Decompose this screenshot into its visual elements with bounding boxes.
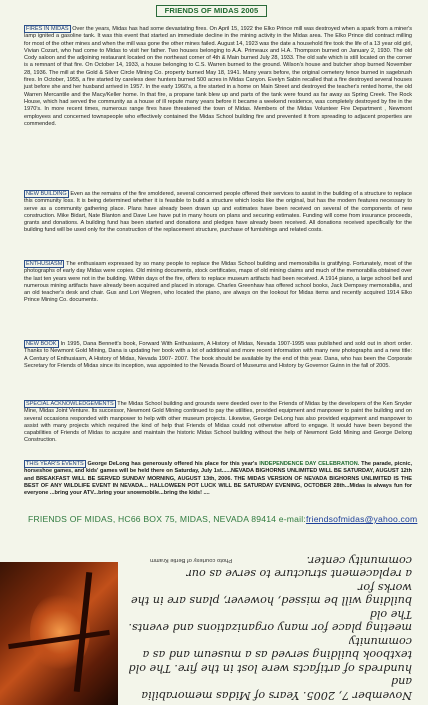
caption-line: meeting place for many organizations and events. The old [128, 608, 412, 635]
newsletter-title: FRIENDS OF MIDAS 2005 [156, 5, 267, 17]
caption-line: textbook building served as a museum and as a community [142, 635, 412, 662]
caption-line: hundreds of artifacts were lost in the fire. The old [128, 662, 412, 675]
caption-line: building will be missed, however, plans are in the works for [130, 581, 412, 608]
caption-line: a replacement structure to serve as our community center. [186, 554, 412, 581]
section-text-enthusiasm: The enthusiasm expressed by so many people to replace the Midas School building and memorabilia is gratifying. Fortunately, most of the photographs of early day Midas were copies. Old mining documents, stock certificates, maps of old mining claims and much of the memorabilia obtained over the last ten years were not in the building. Within days of the fire, offers to replace museum artifacts had been received. A 1914 piano, a large school bell and numerous mining artifacts have already been acquired and placed in storage. Charles Greenhaw has offered school books, Jack Dempsey memorabilia, and an old teacher's desk and chair. Gus and Lori Wegren, who located the piano, are always on the lookout for Midas items and recently acquired 1914 Elko Prince Mining Co. documents. [24, 261, 412, 304]
section-events [24, 460, 412, 497]
section-tag-fires: FIRES IN MIDAS [26, 26, 69, 32]
section-text-fires: Over the years, Midas has had some devastating fires. On April 15, 1922 the Elko Prince mill was destroyed when a spark from a miner's lamp ignited a gasoline tank. It was this event that started an immediate decline in the mining activity in the Midas area. The Elko Prince did contract milling for most of the other mines and when the mill was gone the other mines failed. August 14, 1923 was the date a household fire took the life of a 13 year old girl, Vivian Cozart, who had come to Midas to visit her father. Two houses belonging to A.A. Primeaux and H.A. Thompson burned on January 2, 1930. The old Cody saloon and the adjoining restaurant located on the northeast corner of 4th & Main burned July 28, 1933. The old safe which is still located on the corner is a remnant of that fire. On October 14, 1933, a house belonging to C.S. Warren burned to the ground. Wilson's house and butcher shop burned November 28, 1936. The mill at the Gold & Silver Circle Mining Co. property burned May 18, 1941. Many years before, the original cemetery fence burned in sagebrush fires. In October, 1955, a fire started by careless deer hunters burned 500 acres in Midas Canyon. Evelyn Sabin recalled that a fire destroyed several houses just before she and her husband arrived in 1957. In the early 1960's, a fire started in a home on Main Street and destroyed the teacher's rented home, the old Warren Mercantile and the Macy/Keller home. In that fire, a propane tank blew up and parts of the tank were found as far away as Spring Creek. The Rock House, which had served the community as a house of ill repute many years before it became a weekend residence, was completely destroyed by fire in the 1970's. In more recent times, numerous range fires have threatened the town of Midas. Members of the Midas Volunteer Fire Department , Newmont employees and concerned townspeople who effectively contained the Midas School building fire and prevented it from spreading to adjacent properties are commended. [24, 26, 412, 127]
section-text-events-2: INDEPENDENCE DAY CELEBRATION. [259, 461, 362, 467]
section-tag-ack: SPECIAL ACKNOWLEDGEMENTS [26, 401, 114, 407]
section-tag-building: NEW BUILDING [26, 191, 67, 197]
section-text-building: Even as the remains of the fire smoldered, several concerned people offered their services to assist in the building of a structure to replace this community loss. It is being determined whether it is feasible to build a structure which looks like the original, but has the modern features necessary to serve as a community gathering place. Plans have already been drawn up and estimates have been received on several of the components of new construction. Mike Bidart, Nate Blanton and Dave Lee have put in many hours on plans and securing estimates. Funding will come from insurance proceeds, grants and donations. A building fund has been started and donations and pledges have already been received. All donations received specifically for the building fund will be used only for the construction of the replacement structure, purchase of furnishings and related costs. [24, 191, 412, 234]
section-text-book: In 1995, Dana Bennett's book, Forward With Enthusiasm, A History of Midas, Nevada 1907-1995 was published and sold out in short order. Thanks to Newmont Gold Mining, Dana is updating her book with a lot of additional and more recent information with many new photographs and a new title: A Century of Enthusiasm, A History of Midas, Nevada 1907- 2007. The book should be available by the end of this year. Dana, who has been the Corporate Secretary for Friends of Midas since its inception, was appointed to the Nevada Board of Museums and History by Governor Guinn in the fall of 2005. [24, 341, 412, 369]
section-fires [24, 25, 412, 128]
section-enthusiasm [24, 260, 412, 305]
section-tag-book: NEW BOOK [26, 341, 57, 347]
footer-address: FRIENDS OF MIDAS, HC66 BOX 75, MIDAS, NEVADA 89414 e-mail: [28, 514, 306, 524]
section-tag-enthusiasm: ENTHUSIASM [26, 261, 63, 267]
fire-photo [0, 562, 118, 705]
section-acknowledgements [24, 400, 412, 445]
section-tag-events: THIS YEAR'S EVENTS [26, 461, 84, 467]
footer-email-link[interactable]: friendsofmidas@yahoo.com [305, 514, 418, 524]
caption-line: November 7, 2005. Years of Midas memorabilia and [141, 675, 412, 702]
section-text-events-1: George DeLong has generously offered his place for this year's [85, 461, 260, 467]
section-text-ack: The Midas School building and grounds were deeded over to the Friends of Midas by the developers of the Ken Snyder Mine, Midas Joint Venture. Its successor, Newmont Gold Mining continued to pay the utilities, provided equipment and manpower to paint the building and on several occasions responded with manpower to help with other museum projects. Likewise, George DeLong has also provided equipment and manpower to assist with many projects which required the kind of help that Friends of Midas could not otherwise afford to engage. It would have been beyond the capabilities of Friends of Midas to acquire and maintain the historic Midas School building without the help of Newmont Gold Mining and George Delong Construction. [24, 401, 412, 444]
footer-contact [28, 514, 418, 524]
section-text-events-3: The parade, picnic, horseshoe games, and kids' games will be held there on Saturday, July 1st......NEVADA BIGHORNS UNLIMITED WILL BE SATURDAY, AUGUST 12th and BREAKFAST WILL BE SERVED SUNDAY MORNING, AUGUST 13th, 2006. THE MIDAS VERSION OF NEVADA BIGHORNS UNLIMITED IS THE BEST OF ANY WILDLIFE EVENT IN NEVADA... HALLOWEEN POT LUCK WILL BE SATURDAY EVENING, OCTOBER 28th...Midas is always fun for everyone ...bring your ATV...bring your snowmobile...bring the kids! .... [24, 461, 412, 497]
section-new-building [24, 190, 412, 235]
photo-credit: Photo courtesy of Bertie Kramm [150, 557, 233, 563]
section-new-book [24, 340, 412, 370]
